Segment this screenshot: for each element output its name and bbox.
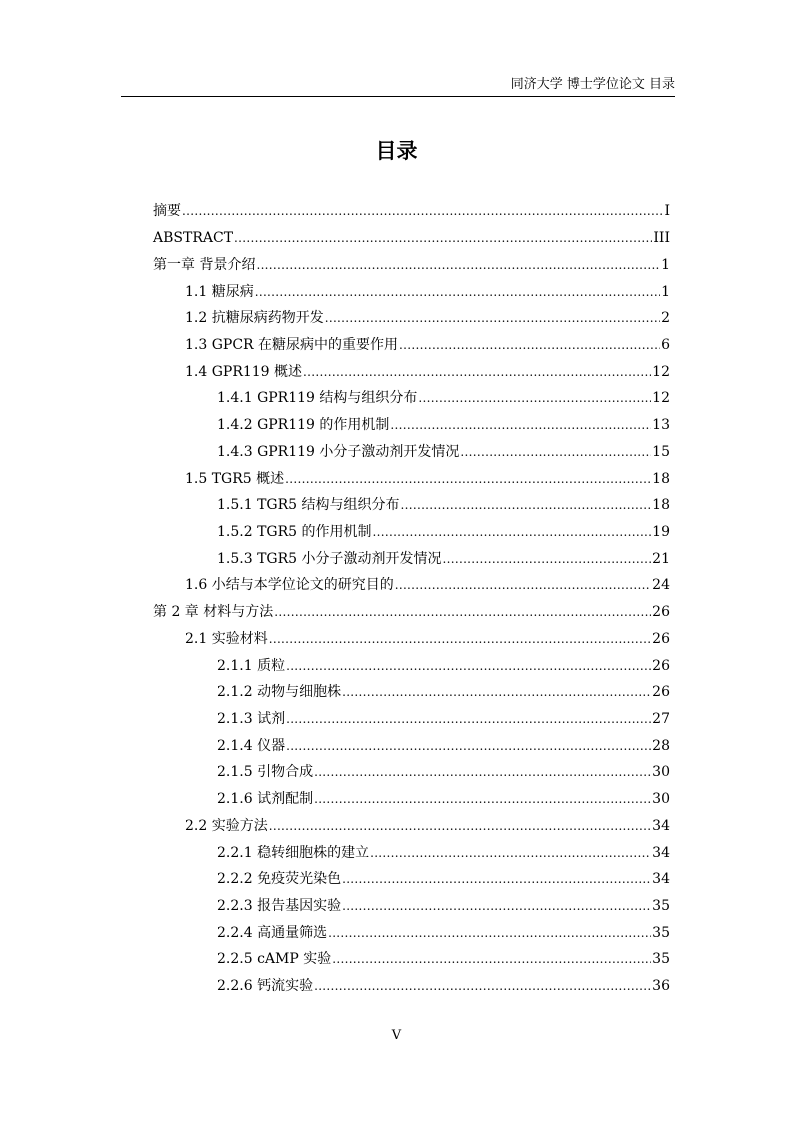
toc-entry-page: 26	[652, 684, 670, 701]
toc-leader-dots	[314, 977, 651, 995]
header-rule	[121, 96, 675, 97]
toc-leader-dots	[395, 576, 651, 594]
toc-entry[interactable]	[153, 198, 670, 225]
toc-entry-page: 19	[652, 523, 670, 540]
toc-entry-page: 26	[652, 604, 670, 621]
toc-leader-dots	[390, 416, 651, 434]
toc-entry-title: 2.1.1 质粒	[217, 657, 286, 674]
toc-leader-dots	[370, 844, 651, 862]
toc-entry[interactable]	[153, 813, 670, 840]
toc-leader-dots	[285, 470, 651, 488]
toc-leader-dots	[443, 550, 652, 568]
toc-leader-dots	[286, 737, 651, 755]
toc-entry-page: 34	[652, 871, 670, 888]
toc-entry-title: 1.4 GPR119 概述	[185, 363, 303, 380]
toc-entry-page: 2	[661, 310, 670, 327]
toc-leader-dots	[269, 817, 651, 835]
toc-entry-page: 12	[652, 390, 670, 407]
toc-entry-title: 2.1.2 动物与细胞株	[217, 684, 342, 701]
toc-entry-page: 1	[661, 256, 670, 273]
toc-entry-page: 21	[652, 550, 670, 567]
page-number: V	[391, 1028, 402, 1043]
toc-entry[interactable]	[153, 412, 670, 439]
toc-entry[interactable]	[153, 679, 670, 706]
toc-entry[interactable]	[153, 251, 670, 278]
toc-entry[interactable]	[153, 358, 670, 385]
toc-entry-page: 1	[661, 283, 670, 300]
table-of-contents	[153, 198, 670, 1000]
toc-entry[interactable]	[153, 278, 670, 305]
toc-entry-title: 1.5.3 TGR5 小分子激动剂开发情况	[217, 550, 442, 567]
toc-entry[interactable]	[153, 946, 670, 973]
toc-entry[interactable]	[153, 332, 670, 359]
toc-entry-page: 30	[652, 764, 670, 781]
toc-entry-title: 1.4.3 GPR119 小分子激动剂开发情况	[217, 443, 460, 460]
toc-leader-dots	[332, 950, 651, 968]
toc-entry-title: 2.1.6 试剂配制	[217, 791, 314, 808]
toc-leader-dots	[342, 870, 651, 888]
toc-entry-page: 35	[652, 898, 670, 915]
toc-entry[interactable]	[153, 385, 670, 412]
toc-leader-dots	[274, 603, 651, 621]
toc-entry-page: 18	[652, 497, 670, 514]
toc-entry-title: 1.6 小结与本学位论文的研究目的	[185, 577, 394, 594]
toc-entry-title: 2.1.3 试剂	[217, 711, 286, 728]
toc-leader-dots	[399, 336, 660, 354]
toc-leader-dots	[314, 790, 651, 808]
toc-entry-title: 1.4.2 GPR119 的作用机制	[217, 417, 390, 434]
toc-entry-title: 2.2.5 cAMP 实验	[217, 951, 332, 968]
toc-leader-dots	[303, 363, 651, 381]
toc-entry-title: 2.2.6 钙流实验	[217, 978, 314, 995]
toc-entry-page: 35	[652, 951, 670, 968]
toc-leader-dots	[234, 229, 652, 247]
toc-entry[interactable]	[153, 465, 670, 492]
toc-leader-dots	[269, 630, 651, 648]
toc-entry-page: I	[664, 203, 670, 220]
toc-entry-title: 第 2 章 材料与方法	[153, 604, 274, 621]
toc-entry-title: 2.2.4 高通量筛选	[217, 924, 328, 941]
toc-entry-title: 1.2 抗糖尿病药物开发	[185, 310, 324, 327]
toc-entry-title: 1.5.1 TGR5 结构与组织分布	[217, 497, 400, 514]
toc-entry-page: 34	[652, 817, 670, 834]
toc-entry[interactable]	[153, 706, 670, 733]
toc-entry[interactable]	[153, 759, 670, 786]
toc-entry-title: 2.1.4 仪器	[217, 737, 286, 754]
toc-entry[interactable]	[153, 919, 670, 946]
toc-entry-title: 第一章 背景介绍	[153, 256, 256, 273]
toc-entry-page: 12	[652, 363, 670, 380]
page-title: 目录	[375, 138, 418, 163]
toc-leader-dots	[342, 897, 651, 915]
toc-entry[interactable]	[153, 732, 670, 759]
toc-entry[interactable]	[153, 438, 670, 465]
toc-entry-page: 28	[652, 737, 670, 754]
toc-entry-page: 26	[652, 657, 670, 674]
toc-entry[interactable]	[153, 652, 670, 679]
toc-leader-dots	[182, 202, 663, 220]
toc-leader-dots	[255, 283, 660, 301]
toc-entry-title: 1.5 TGR5 概述	[185, 470, 285, 487]
toc-entry[interactable]	[153, 626, 670, 653]
toc-entry-page: 6	[661, 336, 670, 353]
toc-entry-page: 30	[652, 791, 670, 808]
toc-entry-page: 34	[652, 844, 670, 861]
toc-leader-dots	[314, 763, 651, 781]
toc-entry[interactable]	[153, 492, 670, 519]
toc-entry-title: 摘要	[153, 203, 181, 220]
toc-entry-title: 2.1 实验材料	[185, 630, 268, 647]
toc-entry[interactable]	[153, 866, 670, 893]
toc-leader-dots	[256, 256, 660, 274]
toc-entry-page: 18	[652, 470, 670, 487]
toc-entry[interactable]	[153, 839, 670, 866]
toc-leader-dots	[373, 523, 652, 541]
toc-entry-page: III	[653, 230, 670, 247]
toc-leader-dots	[286, 657, 651, 675]
toc-entry-title: 2.2.2 免疫荧光染色	[217, 871, 342, 888]
toc-entry-title: 1.3 GPCR 在糖尿病中的重要作用	[185, 336, 399, 353]
toc-entry-title: 1.1 糖尿病	[185, 283, 254, 300]
toc-entry-title: 1.5.2 TGR5 的作用机制	[217, 523, 372, 540]
toc-leader-dots	[328, 924, 651, 942]
toc-entry[interactable]	[153, 786, 670, 813]
toc-entry[interactable]	[153, 545, 670, 572]
toc-entry[interactable]	[153, 572, 670, 599]
toc-entry-title: 2.2 实验方法	[185, 817, 268, 834]
toc-entry-page: 24	[652, 577, 670, 594]
toc-entry-page: 35	[652, 924, 670, 941]
running-header: 同济大学 博士学位论文 目录	[510, 77, 675, 92]
toc-leader-dots	[342, 683, 651, 701]
toc-leader-dots	[418, 389, 651, 407]
toc-entry[interactable]	[153, 305, 670, 332]
toc-entry-page: 13	[652, 417, 670, 434]
toc-leader-dots	[460, 443, 651, 461]
toc-entry-page: 36	[652, 978, 670, 995]
toc-entry[interactable]	[153, 973, 670, 1000]
toc-leader-dots	[286, 710, 651, 728]
toc-entry-title: 2.2.3 报告基因实验	[217, 898, 342, 915]
toc-entry[interactable]	[153, 599, 670, 626]
toc-entry-title: ABSTRACT	[153, 230, 234, 247]
toc-leader-dots	[325, 309, 660, 327]
toc-entry[interactable]	[153, 519, 670, 546]
toc-entry-page: 26	[652, 630, 670, 647]
toc-entry-title: 2.2.1 稳转细胞株的建立	[217, 844, 370, 861]
toc-entry[interactable]	[153, 893, 670, 920]
toc-entry-title: 2.1.5 引物合成	[217, 764, 314, 781]
toc-entry-title: 1.4.1 GPR119 结构与组织分布	[217, 390, 418, 407]
toc-entry-page: 15	[652, 443, 670, 460]
toc-entry[interactable]	[153, 225, 670, 252]
toc-entry-page: 27	[652, 711, 670, 728]
toc-leader-dots	[401, 496, 652, 514]
